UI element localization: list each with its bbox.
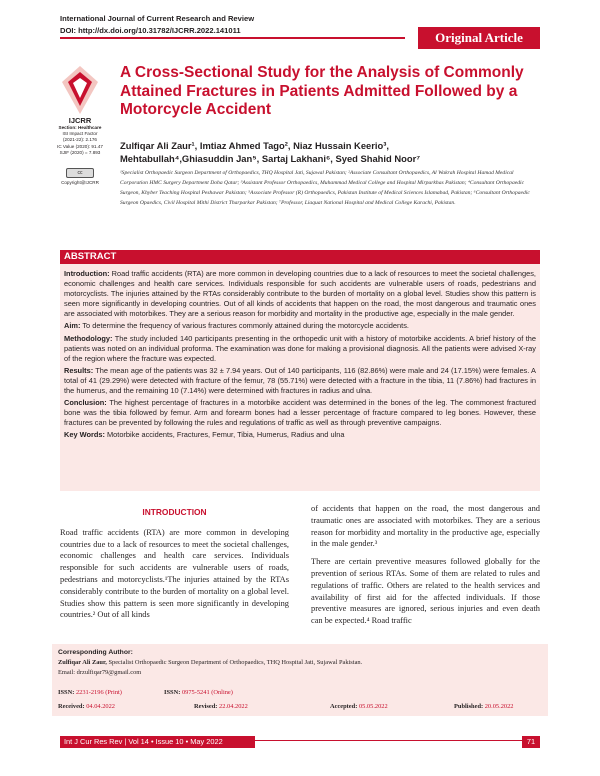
issn-online: ISSN: 0975-5241 (Online) bbox=[164, 689, 233, 696]
published-date: Published: 20.05.2022 bbox=[454, 703, 514, 710]
logo-metric: ISI Impact Factor bbox=[62, 131, 98, 137]
logo-name: IJCRR bbox=[68, 116, 92, 125]
article-type-badge: Original Article bbox=[418, 27, 540, 49]
header-rule bbox=[60, 37, 405, 39]
logo-section: Section: Healthcare bbox=[58, 125, 102, 130]
corresponding-heading: Corresponding Author: bbox=[58, 649, 133, 656]
author-list bbox=[120, 139, 540, 165]
journal-metrics bbox=[52, 116, 108, 156]
body-column-left bbox=[60, 507, 289, 627]
revised-date: Revised: 22.04.2022 bbox=[194, 703, 248, 710]
body-paragraph: Road traffic accidents (RTA) are more common in developing countries due to a lack of resources to meet the societal challenges, economic challenges and health care services. Individuals responsible for such accidents are vulnerable users of roads, pedestrians and motorcyclists.¹The injuries attained by the RTAs considerably contribute to the burden of mortality on a global level. Studies show this pattern is seen more significantly in developing countries.² Out of all kinds bbox=[60, 527, 289, 620]
affiliations: ¹Specialist Orthopaedic Surgeon Department of Orthopaedics, THQ Hospital Jati, Sujawal Pakistan; ²Associate Consultant Orthopaedics, Al Wakrah Hospital Hamad Medical Corporation HMC Surgery Department Doha Qatar; ³Assistant Professor Orthopaedics, Muhammad Medical College and Hospital Mirpurkhas Pakistan; ⁴Consultant Orthopaedic Surgeon, Khyber Teaching Hospital Peshawar Pakistan; ⁵Associate Professor (R) Orthopaedics, Pakistan Institute of Medical Sciences Islamabad, Pakistan; ⁶Consultant Orthopaedic Surgeon Opaedics, Civil Hospital Mithi District Tharparkar Pakistan; ⁷Professor, Liaquat National Hospital and Medical College Karachi, Pakistan. bbox=[120, 170, 530, 207]
received-date: Received: 04.04.2022 bbox=[58, 703, 115, 710]
abstract-body bbox=[60, 264, 540, 441]
accepted-date: Accepted: 05.05.2022 bbox=[330, 703, 388, 710]
article-title: A Cross-Sectional Study for the Analysis of Commonly Attained Fractures in Patients Admitted Followed by a Motorcycle Accident bbox=[120, 64, 524, 118]
creative-commons-icon: cc bbox=[66, 168, 94, 178]
abstract-introduction: Introduction: Road traffic accidents (RTA) are more common in developing countries due to a lack of resources to meet the societal challenges, economic challenges and health care services. Individuals responsible for such accidents are vulnerable users of roads, pedestrians and motorcyclists. The injuries attained by the RTAs considerably contribute to the burden of mortality on a global level. Studies show this pattern is seen more significantly in developing countries. Out of all kinds of accidents that happen on the road, the most dangerous and traumatic ones are associated with motorbikes. They are a serious reason for morbidity and mortality in the productive age, especially in the male gender. bbox=[64, 269, 536, 319]
abstract-conclusion: Conclusion: The highest percentage of fractures in a motorbike accident was determined in the bones of the leg. The commonest fractured bone was the tibia followed by femur. Arm and forearm bones had a lesser percentage of fracture compared to leg bones. However, these fractures can be prevented by following the rules and regulations of traffic as well as through preventive campaigns. bbox=[64, 398, 537, 428]
abstract-panel bbox=[60, 250, 540, 491]
abstract-heading: ABSTRACT bbox=[60, 250, 540, 264]
abstract-keywords: Key Words: Motorbike accidents, Fractures, Femur, Tibia, Humerus, Radius and ulna bbox=[64, 430, 345, 440]
journal-name: International Journal of Current Research and Review bbox=[60, 14, 255, 23]
footer-journal-ref: Int J Cur Res Rev | Vol 14 • Issue 10 • May 2022 bbox=[60, 736, 255, 748]
logo-metric: SJIF (2020) = 7.893 bbox=[59, 149, 101, 155]
authors-line: Zulfiqar Ali Zaur¹, Imtiaz Ahmed Tago², Niaz Hussain Keerio³, bbox=[120, 140, 389, 151]
doi-link[interactable]: DOI: http://dx.doi.org/10.31782/IJCRR.2022.141011 bbox=[60, 26, 241, 35]
abstract-aim: Aim: To determine the frequency of various fractures commonly attained during the motorcycle accidents. bbox=[64, 321, 409, 331]
issn-print: ISSN: 2231-2196 (Print) bbox=[58, 689, 122, 696]
corresponding-author-panel bbox=[52, 644, 548, 716]
body-paragraph: of accidents that happen on the road, the most dangerous and traumatic ones are associated with motorbikes. They are a serious reason for morbidity and mortality in the productive age, especially in the male gender.³ bbox=[311, 504, 540, 549]
email-link[interactable]: drzulfiqar79@gmail.com bbox=[76, 669, 142, 676]
page-number: 71 bbox=[522, 736, 540, 748]
body-paragraph: There are certain preventive measures followed globally for the prevention of serious RTAs. Some of them are related to rules and regulations of traffic. Others are related to the health services and availability of first aid for the affected individuals. If those preventive measures are ignored, serious injuries and even death can be expected.⁴ Road traffic bbox=[311, 557, 540, 626]
authors-line: Mehtabullah⁴,Ghiasuddin Jan⁵, Sartaj Lakhani⁶, Syed Shahid Noor⁷ bbox=[120, 153, 421, 164]
journal-logo-icon bbox=[60, 64, 100, 116]
copyright-text: Copyright@IJCRR bbox=[61, 180, 99, 185]
body-column-right bbox=[311, 503, 540, 633]
corresponding-email: Email: drzulfiqar79@gmail.com bbox=[58, 669, 142, 676]
corresponding-author: Zulfiqar Ali Zaur, Specialist Orthopaedic Surgeon Department of Orthopaedics, THQ Hospital Jati, Sujawal Pakistan. bbox=[58, 659, 363, 666]
abstract-methodology: Methodology: The study included 140 participants presenting in the orthopedic unit with a history of motorbike accidents. A brief history of the patients was noted on an individual proforma. The examination was done for making a provisional diagnosis. All the patients were advised X-ray of the region where the fracture was expected. bbox=[64, 333, 537, 363]
section-heading-introduction: INTRODUCTION bbox=[142, 507, 207, 517]
logo-metric: IC Value (2020): 91.47 bbox=[57, 143, 103, 149]
logo-metric: (2021-22): 2.176 bbox=[63, 137, 97, 143]
abstract-results: Results: The mean age of the patients was 32 ± 7.94 years. Out of 140 participants, 116 (82.86%) were male and 24 (17.15%) were females. A total of 41 (29.29%) were detected with fracture of the femur, 78 (55.71%) were detected with a fracture in the tibia, 11 (7.86%) had fractures in the humerus, and the remaining 10 (7.14%) were determined with fractures in radius and ulna. bbox=[64, 365, 536, 396]
